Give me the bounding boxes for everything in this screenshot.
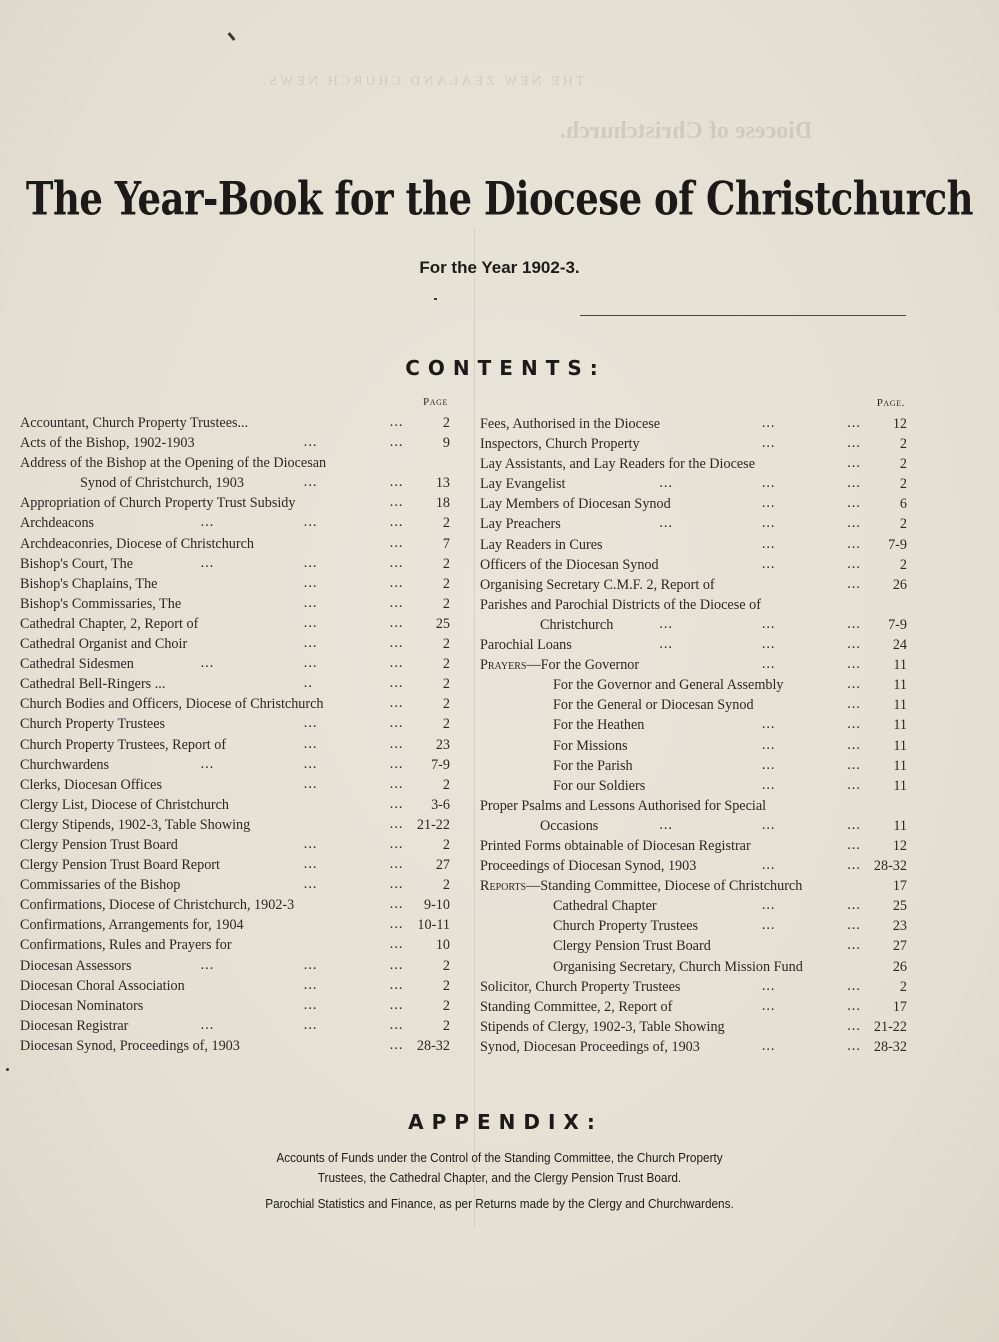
page-number: 18 (435, 495, 450, 512)
entry-label: Lay Evangelist (480, 476, 566, 493)
page-number: 2 (442, 415, 450, 431)
contents-entry (480, 796, 907, 816)
contents-entry: For the Heathen ... ... 11 (480, 715, 907, 735)
entry-label: Lay Preachers (480, 516, 561, 533)
page-number: 2 (442, 656, 450, 673)
page-number: 6 (899, 496, 907, 513)
entry-label: Accountant, Church Property Trustees... (20, 415, 249, 431)
entry-label: Lay Members of Diocesan Synod (480, 496, 671, 513)
entry-label: Proceedings of Diocesan Synod, 1903 (480, 858, 697, 875)
page-column-header: Page (423, 396, 448, 408)
entry-label: Organising Secretary, Church Mission Fund (553, 958, 803, 975)
contents-entry: Printed Forms obtainable of Diocesan Registrar ... 12 (480, 836, 907, 856)
contents-entry: Inspectors, Church Property ... ... 2 (480, 434, 907, 454)
page-number: 11 (893, 677, 907, 694)
contents-entry: Cathedral Organist and Choir ... ... 2 (20, 634, 450, 654)
contents-entry: Clergy Pension Trust Board ... ... 2 (20, 835, 450, 855)
page-number: 3-6 (431, 796, 450, 813)
contents-entry: For the Governor and General Assembly ... 11 (480, 675, 907, 695)
entry-label: Officers of the Diocesan Synod (480, 556, 659, 573)
entry-label: Clergy List, Diocese of Christchurch (20, 796, 229, 813)
entry-label: Lay Assistants, and Lay Readers for the Diocese (480, 456, 755, 473)
entry-label: Solicitor, Church Property Trustees (480, 978, 681, 995)
entry-label: Parishes and Parochial Districts of the Diocese of (480, 596, 761, 613)
page-number: 2 (442, 776, 450, 793)
page-number: 2 (442, 1017, 450, 1034)
entry-label: Acts of the Bishop, 1902-1903 (20, 435, 195, 452)
entry-label: Cathedral Organist and Choir (20, 636, 188, 653)
page-number: 17 (892, 878, 907, 895)
page-number: 13 (435, 475, 450, 492)
entry-label: Diocesan Choral Association (20, 977, 185, 994)
contents-entry: Archdeacons ... ... ... 2 (20, 513, 450, 533)
contents-entry: For our Soldiers ... ... 11 (480, 776, 907, 796)
page-number: 11 (893, 777, 907, 794)
entry-label: Appropriation of Church Property Trust Subsidy (20, 495, 296, 512)
entry-label: Cathedral Chapter (553, 898, 657, 915)
page-number: 2 (442, 696, 450, 713)
entry-label: Bishop's Commissaries, The (20, 595, 182, 612)
page-number: 2 (442, 716, 450, 733)
page-number: 11 (893, 717, 907, 734)
contents-entry: Lay Assistants, and Lay Readers for the Diocese ... 2 (480, 454, 907, 474)
contents-entry (480, 595, 907, 615)
entry-label: For Missions (553, 737, 628, 754)
page-number: 2 (442, 836, 450, 853)
entry-label: Inspectors, Church Property (480, 436, 640, 453)
contents-entry: Solicitor, Church Property Trustees ... ... 2 (480, 977, 907, 997)
entry-label: Confirmations, Rules and Prayers for (20, 937, 232, 954)
page-number: 17 (892, 998, 907, 1015)
page-number: 26 (892, 958, 907, 975)
contents-entry: Lay Members of Diocesan Synod ... ... 6 (480, 494, 907, 514)
page-number: 2 (899, 456, 907, 473)
contents-entry: Stipends of Clergy, 1902-3, Table Showing ... 21-22 (480, 1017, 907, 1037)
contents-entry: Confirmations, Arrangements for, 1904 ... 10-11 (20, 915, 450, 935)
show-through-section-title: Diocese of Christchurch. (560, 118, 813, 144)
entry-label: Prayers—For the Governor (480, 657, 640, 674)
entry-label: Organising Secretary C.M.F. 2, Report of (480, 576, 715, 593)
page-column-header: Page. (876, 397, 905, 409)
page-number: 2 (442, 977, 450, 994)
page-number: 2 (442, 877, 450, 894)
contents-entry: Lay Evangelist ... ... ... 2 (480, 474, 907, 494)
contents-entry: Diocesan Nominators ... ... 2 (20, 996, 450, 1016)
page-number: 2 (442, 515, 450, 532)
entry-label: Confirmations, Arrangements for, 1904 (20, 917, 244, 934)
contents-entry: Synod, Diocesan Proceedings of, 1903 ... ... 28-32 (480, 1037, 907, 1057)
contents-entry: For the Parish ... ... 11 (480, 756, 907, 776)
contents-entry: Bishop's Court, The ... ... ... 2 (20, 554, 450, 574)
column-gutter (474, 228, 475, 1228)
entry-label: Diocesan Nominators (20, 997, 144, 1014)
entry-label: Church Property Trustees, Report of (20, 736, 227, 753)
entry-label: Clergy Stipends, 1902-3, Table Showing (20, 816, 251, 833)
entry-label: For the Heathen (553, 717, 645, 734)
page-number: 11 (893, 657, 907, 674)
page-number: 24 (892, 637, 907, 654)
contents-column-left (20, 396, 450, 1056)
contents-entry: Diocesan Registrar ... ... ... 2 (20, 1016, 450, 1036)
contents-entry: Accountant, Church Property Trustees... ... 2 (20, 413, 450, 433)
page-number: 10 (435, 937, 450, 954)
contents-entry: Cathedral Chapter ... ... 25 (480, 896, 907, 916)
contents-entry: Bishop's Chaplains, The ... ... 2 (20, 574, 450, 594)
entry-label: Cathedral Sidesmen (20, 656, 134, 673)
contents-heading: CONTENTS: (405, 356, 606, 380)
contents-entry (480, 876, 907, 896)
contents-entry: Standing Committee, 2, Report of ... ... 17 (480, 997, 907, 1017)
entry-label: For the General or Diocesan Synod (553, 697, 754, 714)
entry-label: Bishop's Court, The (20, 555, 134, 572)
contents-entry: Church Property Trustees ... ... 2 (20, 714, 450, 734)
page-number: 25 (435, 615, 450, 632)
page-number: 2 (899, 436, 907, 453)
entry-label: Cathedral Bell-Ringers ... (20, 676, 166, 693)
contents-entry: Diocesan Choral Association ... ... 2 (20, 976, 450, 996)
contents-entry: Clergy List, Diocese of Christchurch ... 3-6 (20, 795, 450, 815)
contents-entry: Diocesan Assessors ... ... ... 2 (20, 956, 450, 976)
entry-label: Stipends of Clergy, 1902-3, Table Showing (480, 1018, 725, 1035)
contents-entry: Cathedral Chapter, 2, Report of ... ... 25 (20, 614, 450, 634)
contents-entry: Clergy Stipends, 1902-3, Table Showing ... 21-22 (20, 815, 450, 835)
page-subtitle: For the Year 1902-3. (419, 258, 580, 277)
page-number: 2 (899, 516, 907, 533)
entry-label: Fees, Authorised in the Diocese (480, 416, 661, 432)
contents-entry: Organising Secretary C.M.F. 2, Report of ... 26 (480, 575, 907, 595)
contents-entry: Bishop's Commissaries, The ... ... 2 (20, 594, 450, 614)
contents-entry: Commissaries of the Bishop ... ... 2 (20, 875, 450, 895)
entry-label: Address of the Bishop at the Opening of the Diocesan (20, 455, 327, 472)
appendix-line: Accounts of Funds under the Control of the Standing Committee, the Church Property (276, 1150, 723, 1165)
page-number: 2 (442, 957, 450, 974)
entry-label: Bishop's Chaplains, The (20, 575, 158, 592)
page-number: 21-22 (416, 816, 450, 833)
entry-label: Standing Committee, 2, Report of (480, 998, 673, 1015)
contents-entry: Church Property Trustees, Report of ... ... 23 (20, 735, 450, 755)
contents-entry: Confirmations, Diocese of Christchurch, 1902-3 ... 9-10 (20, 895, 450, 915)
entry-label: Churchwardens (20, 756, 110, 773)
page-number: 9-10 (423, 897, 450, 914)
page-number: 7-9 (888, 536, 907, 553)
contents-entry: Proceedings of Diocesan Synod, 1903 ... ... 28-32 (480, 856, 907, 876)
entry-label: Commissaries of the Bishop (20, 877, 181, 894)
page-number: 11 (893, 757, 907, 774)
entry-label: Occasions (540, 817, 599, 834)
page-number: 11 (893, 817, 907, 834)
entry-label: For the Governor and General Assembly (553, 677, 784, 694)
contents-entry: Clergy Pension Trust Board ... 27 (480, 936, 907, 956)
page-number: 2 (899, 556, 907, 573)
contents-entry: Fees, Authorised in the Diocese ... ... 12 (480, 414, 907, 434)
page-number: 7 (442, 535, 450, 552)
contents-entry: Lay Preachers ... ... ... 2 (480, 514, 907, 534)
page-number: 2 (442, 595, 450, 612)
page-number: 11 (893, 737, 907, 754)
page-number: 2 (442, 676, 450, 693)
contents-entry: Officers of the Diocesan Synod ... ... 2 (480, 555, 907, 575)
entry-label: Parochial Loans (480, 637, 572, 654)
page-number: 2 (442, 575, 450, 592)
entry-label: For our Soldiers (553, 777, 646, 794)
entry-label: Church Property Trustees (20, 716, 166, 733)
entry-label: Synod, Diocesan Proceedings of, 1903 (480, 1038, 700, 1055)
page-number: 28-32 (873, 1038, 907, 1055)
ink-dot (6, 1068, 9, 1071)
contents-entry: Clerks, Diocesan Offices ... ... 2 (20, 775, 450, 795)
contents-entry: Parochial Loans ... ... ... 24 (480, 635, 907, 655)
entry-label: Reports—Standing Committee, Diocese of Christchurch (480, 878, 803, 895)
contents-list-left (20, 413, 450, 1056)
ink-mark (227, 32, 235, 41)
contents-entry: Appropriation of Church Property Trust Subsidy ... 18 (20, 493, 450, 513)
page-number: 23 (435, 736, 450, 753)
divider-rule (580, 315, 906, 316)
contents-entry: Church Bodies and Officers, Diocese of Christchurch ... 2 (20, 694, 450, 714)
entry-label: Archdeaconries, Diocese of Christchurch (20, 535, 255, 552)
contents-entry: Confirmations, Rules and Prayers for ... 10 (20, 935, 450, 955)
contents-entry: Lay Readers in Cures ... ... 7-9 (480, 535, 907, 555)
entry-label: Confirmations, Diocese of Christchurch, 1902-3 (20, 897, 295, 914)
page-number: 7-9 (431, 756, 450, 773)
page-number: 23 (892, 918, 907, 935)
contents-entry: Archdeaconries, Diocese of Christchurch ... 7 (20, 534, 450, 554)
page-number: 2 (442, 997, 450, 1014)
contents-entry: Synod of Christchurch, 1903 ... ... 13 (20, 473, 450, 493)
show-through-running-head: THE NEW ZEALAND CHURCH NEWS. (260, 74, 585, 89)
contents-entry: Clergy Pension Trust Board Report ... ... 27 (20, 855, 450, 875)
entry-label: Lay Readers in Cures (480, 536, 603, 553)
page-number: 2 (442, 555, 450, 572)
appendix-line: Parochial Statistics and Finance, as per Returns made by the Clergy and Churchwardens. (265, 1196, 734, 1211)
contents-entry: Cathedral Sidesmen ... ... ... 2 (20, 654, 450, 674)
contents-entry: Churchwardens ... ... ... 7-9 (20, 755, 450, 775)
page-number: 26 (892, 576, 907, 593)
contents-entry: For Missions ... ... 11 (480, 736, 907, 756)
page-number: 28-32 (416, 1037, 450, 1054)
contents-entry: Church Property Trustees ... ... 23 (480, 916, 907, 936)
entry-label: Clerks, Diocesan Offices (20, 776, 162, 793)
contents-list-right (480, 414, 907, 1057)
page-title: The Year-Book for the Diocese of Christchurch (25, 170, 974, 226)
entry-label: Diocesan Synod, Proceedings of, 1903 (20, 1037, 240, 1054)
entry-label: Clergy Pension Trust Board (20, 836, 178, 853)
contents-entry: Cathedral Bell-Ringers ... .. ... 2 (20, 674, 450, 694)
contents-entry: For the General or Diocesan Synod ... 11 (480, 695, 907, 715)
appendix-line: Trustees, the Cathedral Chapter, and the Clergy Pension Trust Board. (317, 1170, 682, 1185)
page-number: 25 (892, 898, 907, 915)
entry-label: For the Parish (553, 757, 633, 774)
contents-entry: Diocesan Synod, Proceedings of, 1903 ... 28-32 (20, 1036, 450, 1056)
page-number: 28-32 (873, 858, 907, 875)
contents-entry: Occasions ... ... ... 11 (480, 816, 907, 836)
page-number: 2 (899, 978, 907, 995)
rule-dot (434, 298, 437, 300)
entry-label: Printed Forms obtainable of Diocesan Registrar (480, 837, 751, 854)
contents-entry: Christchurch ... ... ... 7-9 (480, 615, 907, 635)
page-number: 11 (893, 697, 907, 714)
page-number: 12 (892, 837, 907, 854)
contents-entry (480, 957, 907, 977)
entry-label: Clergy Pension Trust Board Report (20, 857, 220, 874)
entry-label: Cathedral Chapter, 2, Report of (20, 615, 199, 632)
entry-label: Christchurch (540, 616, 614, 633)
page-number: 21-22 (873, 1018, 907, 1035)
page-number: 9 (442, 435, 450, 452)
page-number: 27 (435, 857, 450, 874)
contents-entry: Prayers—For the Governor ... ... 11 (480, 655, 907, 675)
contents-column-right (480, 397, 907, 1057)
entry-label: Proper Psalms and Lessons Authorised for Special (480, 797, 767, 814)
entry-label: Diocesan Assessors (20, 957, 132, 974)
entry-label: Church Bodies and Officers, Diocese of Christchurch (20, 696, 324, 713)
entry-label: Archdeacons (20, 515, 95, 532)
page-number: 2 (899, 476, 907, 493)
page-number: 12 (892, 416, 907, 432)
entry-label: Diocesan Registrar (20, 1017, 129, 1034)
appendix-heading: APPENDIX: (408, 1110, 603, 1134)
contents-entry: Acts of the Bishop, 1902-1903 ... ... 9 (20, 433, 450, 453)
page-number: 2 (442, 636, 450, 653)
entry-label: Clergy Pension Trust Board (553, 938, 711, 955)
page-number: 7-9 (888, 616, 907, 633)
page-number: 10-11 (417, 917, 450, 934)
page-number: 27 (892, 938, 907, 955)
contents-entry (20, 453, 450, 473)
entry-label: Church Property Trustees (553, 918, 699, 935)
entry-label: Synod of Christchurch, 1903 (80, 475, 244, 492)
